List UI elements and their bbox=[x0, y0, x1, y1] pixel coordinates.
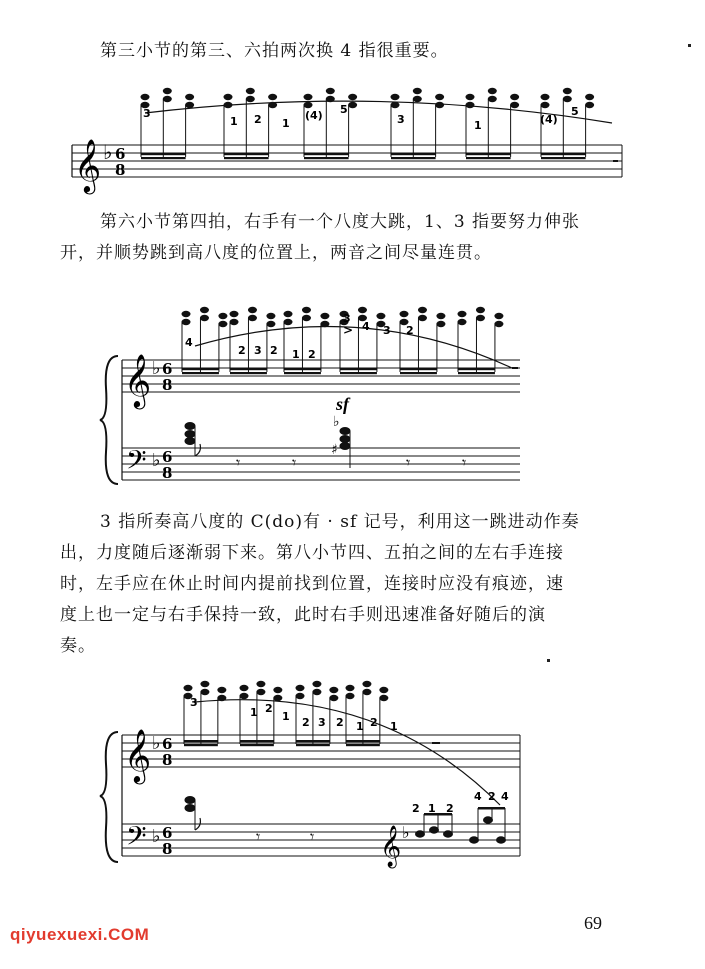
note-head bbox=[329, 687, 338, 693]
note-head bbox=[273, 687, 282, 693]
lh-chord bbox=[185, 423, 200, 457]
note-head bbox=[163, 88, 172, 94]
note-head bbox=[466, 102, 475, 108]
note-head bbox=[304, 102, 313, 108]
note-beam bbox=[240, 740, 274, 742]
svg-text:𝄾: 𝄾 bbox=[292, 453, 297, 472]
note-head bbox=[326, 96, 335, 102]
time-sig-top: 6 bbox=[162, 360, 173, 378]
fingering: 1 bbox=[230, 115, 238, 128]
fingering: 2 bbox=[265, 702, 273, 715]
fingering: 3 bbox=[343, 312, 351, 325]
treble-clef-icon: 𝄞 bbox=[124, 353, 152, 407]
note-beam bbox=[224, 153, 269, 155]
fingering: 2 bbox=[488, 790, 496, 803]
time-sig-bottom: 8 bbox=[115, 161, 126, 179]
note-head bbox=[563, 96, 572, 102]
note-head bbox=[217, 695, 226, 701]
note-beam bbox=[224, 157, 269, 159]
note-head bbox=[284, 319, 293, 325]
note-beam bbox=[141, 157, 186, 159]
fingering: 2 bbox=[254, 113, 262, 126]
note-head bbox=[320, 321, 329, 327]
note-head bbox=[296, 685, 305, 691]
lh-chord bbox=[185, 797, 200, 831]
paragraph-2 bbox=[60, 207, 655, 269]
accent-mark: > bbox=[343, 323, 354, 337]
note-head bbox=[284, 311, 293, 317]
treble-clef-icon: 𝄞 bbox=[124, 728, 152, 782]
fingering: 1 bbox=[428, 802, 436, 815]
note-beam bbox=[346, 744, 380, 746]
fingering: 3 bbox=[254, 344, 262, 357]
note-head bbox=[488, 96, 497, 102]
note-beam bbox=[240, 744, 274, 746]
note-head bbox=[358, 307, 367, 313]
note-beam bbox=[541, 153, 586, 155]
note-head bbox=[320, 313, 329, 319]
time-sig-bottom: 8 bbox=[162, 464, 173, 482]
text-line: 时，左手应在休止时间内提前找到位置，连接时应没有痕迹，速 bbox=[60, 574, 564, 594]
treble-clef-change-icon: 𝄞 bbox=[380, 826, 402, 867]
key-signature: ♭ bbox=[152, 358, 161, 379]
note-head bbox=[376, 313, 385, 319]
time-sig-bottom: 8 bbox=[162, 751, 173, 769]
fingering: 2 bbox=[412, 802, 420, 815]
notes bbox=[141, 88, 595, 159]
note-beam bbox=[284, 368, 321, 370]
text-line: 奏。 bbox=[60, 636, 96, 656]
note-head bbox=[218, 313, 227, 319]
note-head bbox=[240, 685, 249, 691]
note-head bbox=[458, 319, 467, 325]
note-head bbox=[510, 94, 519, 100]
note-head bbox=[266, 313, 275, 319]
note-head bbox=[436, 321, 445, 327]
note-head bbox=[413, 88, 422, 94]
fingering: 3 bbox=[190, 696, 198, 709]
note-head bbox=[476, 315, 485, 321]
svg-text:𝄾: 𝄾 bbox=[236, 453, 241, 472]
fingering: 4 bbox=[362, 320, 370, 333]
fingering: 3 bbox=[318, 716, 326, 729]
note-head bbox=[304, 94, 313, 100]
fingering: 2 bbox=[302, 716, 310, 729]
note-head bbox=[163, 96, 172, 102]
note-head bbox=[312, 689, 321, 695]
note-beam bbox=[466, 157, 511, 159]
fingering: 5 bbox=[340, 103, 348, 116]
bass-staff bbox=[122, 448, 520, 480]
note-head bbox=[200, 689, 209, 695]
note-head bbox=[435, 94, 444, 100]
svg-text:♭: ♭ bbox=[333, 414, 340, 430]
note-head bbox=[362, 681, 371, 687]
time-sig-bottom: 8 bbox=[162, 376, 173, 394]
fingerings-rh bbox=[190, 696, 398, 733]
fingering: 1 bbox=[292, 348, 300, 361]
fingering: 3 bbox=[397, 113, 405, 126]
phrase-slur bbox=[195, 700, 500, 805]
note-head bbox=[273, 695, 282, 701]
note-head bbox=[217, 687, 226, 693]
note-head bbox=[218, 321, 227, 327]
fingering: 4 bbox=[185, 336, 193, 349]
note-beam bbox=[340, 368, 377, 370]
note-head bbox=[230, 311, 239, 317]
brace-icon bbox=[100, 356, 118, 484]
fingering: 1 bbox=[282, 117, 290, 130]
note-head bbox=[458, 311, 467, 317]
svg-text:𝄾: 𝄾 bbox=[256, 827, 261, 846]
fingering: 2 bbox=[370, 716, 378, 729]
fingering: 1 bbox=[250, 706, 258, 719]
text-line: 第三小节的第三、六拍两次换 4 指很重要。 bbox=[100, 41, 449, 61]
note-head bbox=[268, 102, 277, 108]
bass-clef-icon: 𝄢 bbox=[126, 444, 147, 482]
note-head bbox=[488, 88, 497, 94]
note-head bbox=[476, 307, 485, 313]
fingering: (4) bbox=[305, 109, 323, 122]
note-beam bbox=[184, 744, 218, 746]
note-head bbox=[246, 88, 255, 94]
key-signature: ♭ bbox=[103, 140, 113, 164]
note-head bbox=[435, 102, 444, 108]
note-head bbox=[348, 102, 357, 108]
note-head bbox=[185, 102, 194, 108]
note-head bbox=[302, 307, 311, 313]
fingering: 4 bbox=[501, 790, 509, 803]
note-head bbox=[494, 321, 503, 327]
note-head bbox=[379, 687, 388, 693]
note-beam bbox=[296, 740, 330, 742]
scan-dot bbox=[688, 44, 691, 47]
note-beam bbox=[284, 372, 321, 374]
text-line: 出，力度随后逐渐弱下来。第八小节四、五拍之间的左右手连接 bbox=[60, 543, 564, 563]
fingering: 2 bbox=[308, 348, 316, 361]
bass-clef-icon: 𝄢 bbox=[126, 820, 147, 858]
fingering: 1 bbox=[282, 710, 290, 723]
note-beam bbox=[346, 740, 380, 742]
note-beam bbox=[182, 372, 219, 374]
note-head bbox=[184, 685, 193, 691]
text-line: 度上也一定与右手保持一致，此时右手则迅速准备好随后的演 bbox=[60, 605, 546, 625]
lh-chord bbox=[331, 414, 350, 468]
note-head bbox=[346, 685, 355, 691]
note-beam bbox=[230, 368, 267, 370]
treble-staff bbox=[122, 735, 520, 767]
fingering: 2 bbox=[406, 324, 414, 337]
note-head bbox=[348, 94, 357, 100]
note-head bbox=[230, 319, 239, 325]
fingering: 1 bbox=[474, 119, 482, 132]
note-head bbox=[182, 319, 191, 325]
fingering: 2 bbox=[446, 802, 454, 815]
note-head bbox=[200, 315, 209, 321]
note-head bbox=[240, 693, 249, 699]
note-beam bbox=[304, 153, 349, 155]
note-beam bbox=[391, 153, 436, 155]
text-line: 开，并顺势跳到高八度的位置上，两音之间尽量连贯。 bbox=[60, 243, 492, 263]
note-head bbox=[224, 102, 233, 108]
svg-text:𝄾: 𝄾 bbox=[406, 453, 411, 472]
fingerings-lh bbox=[412, 790, 509, 815]
time-sig-top: 6 bbox=[115, 145, 126, 163]
fingering: (4) bbox=[540, 113, 558, 126]
brace-icon bbox=[100, 732, 118, 862]
note-head bbox=[362, 689, 371, 695]
bass-staff bbox=[122, 824, 520, 856]
note-head bbox=[510, 102, 519, 108]
time-sig-top: 6 bbox=[162, 735, 173, 753]
note-beam bbox=[458, 372, 495, 374]
note-head bbox=[329, 695, 338, 701]
note-beam bbox=[400, 372, 437, 374]
note-head bbox=[541, 102, 550, 108]
scan-dot bbox=[547, 659, 550, 662]
note-head bbox=[494, 313, 503, 319]
note-beam bbox=[391, 157, 436, 159]
time-sig-bottom: 8 bbox=[162, 840, 173, 858]
note-beam bbox=[182, 368, 219, 370]
note-beam bbox=[184, 740, 218, 742]
note-head bbox=[436, 313, 445, 319]
fingering: 3 bbox=[143, 107, 151, 120]
note-head bbox=[541, 94, 550, 100]
note-beam bbox=[304, 157, 349, 159]
fingering: 2 bbox=[238, 344, 246, 357]
note-beam bbox=[466, 153, 511, 155]
music-excerpt-1 bbox=[0, 95, 705, 190]
note-head bbox=[379, 695, 388, 701]
paragraph-1 bbox=[100, 36, 655, 67]
note-head bbox=[266, 321, 275, 327]
fingering: 5 bbox=[571, 105, 579, 118]
fingering: 1 bbox=[390, 720, 398, 733]
note-head bbox=[248, 307, 257, 313]
page-number: 69 bbox=[584, 913, 602, 933]
note-head bbox=[182, 311, 191, 317]
fingering: 1 bbox=[356, 720, 364, 733]
note-head bbox=[346, 693, 355, 699]
note-head bbox=[256, 689, 265, 695]
note-head bbox=[418, 307, 427, 313]
note-head bbox=[585, 102, 594, 108]
note-head bbox=[200, 681, 209, 687]
svg-text:♯: ♯ bbox=[331, 442, 338, 458]
fingering: 2 bbox=[336, 716, 344, 729]
note-head bbox=[224, 94, 233, 100]
key-signature: ♭ bbox=[402, 823, 410, 842]
note-head bbox=[200, 307, 209, 313]
fingering: 2 bbox=[270, 344, 278, 357]
key-signature: ♭ bbox=[152, 450, 161, 471]
note-head bbox=[268, 94, 277, 100]
note-beam bbox=[340, 372, 377, 374]
key-signature: ♭ bbox=[152, 826, 161, 847]
note-head bbox=[141, 94, 150, 100]
note-head bbox=[248, 315, 257, 321]
note-beam bbox=[400, 368, 437, 370]
fingering: 3 bbox=[383, 324, 391, 337]
fingering: 4 bbox=[474, 790, 482, 803]
dynamic-marking: sf bbox=[336, 394, 349, 414]
note-beam bbox=[541, 157, 586, 159]
text-line: 3 指所奏高八度的 C(do)有 · sf 记号，利用这一跳进动作奏 bbox=[100, 512, 580, 532]
svg-text:𝄾: 𝄾 bbox=[462, 453, 467, 472]
note-head bbox=[326, 88, 335, 94]
note-head bbox=[302, 315, 311, 321]
note-head bbox=[413, 96, 422, 102]
text-line: 第六小节第四拍，右手有一个八度大跳，1、3 指要努力伸张 bbox=[100, 212, 581, 232]
svg-text:𝄾: 𝄾 bbox=[310, 827, 315, 846]
treble-clef-icon: 𝄞 bbox=[74, 138, 102, 192]
note-head bbox=[296, 693, 305, 699]
note-head bbox=[391, 94, 400, 100]
note-head bbox=[312, 681, 321, 687]
note-head bbox=[256, 681, 265, 687]
note-head bbox=[418, 315, 427, 321]
note-head bbox=[400, 311, 409, 317]
staff-lines bbox=[72, 145, 622, 177]
note-beam bbox=[458, 368, 495, 370]
note-head bbox=[246, 96, 255, 102]
eighth-rests bbox=[256, 827, 314, 846]
time-sig-top: 6 bbox=[162, 824, 173, 842]
watermark-logo: qiyuexuexi.COM bbox=[10, 925, 150, 944]
note-head bbox=[563, 88, 572, 94]
note-head bbox=[391, 102, 400, 108]
music-excerpt-3 bbox=[0, 690, 705, 870]
note-beam bbox=[296, 744, 330, 746]
music-excerpt-2 bbox=[0, 308, 705, 488]
note-beam bbox=[230, 372, 267, 374]
paragraph-3 bbox=[60, 507, 655, 662]
key-signature: ♭ bbox=[152, 733, 161, 754]
note-beam bbox=[141, 153, 186, 155]
note-head bbox=[585, 94, 594, 100]
time-sig-top: 6 bbox=[162, 448, 173, 466]
note-head bbox=[466, 94, 475, 100]
note-head bbox=[185, 94, 194, 100]
